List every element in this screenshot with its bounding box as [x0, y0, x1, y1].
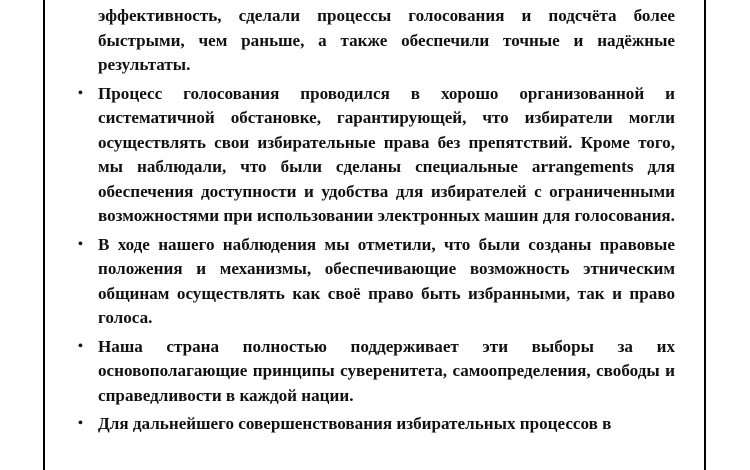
bullet-text: Процесс голосования проводился в хорошо организованной и систематичной обстановке, гарантирующей, что избиратели могли осуществлять свои избирательные права без препятствий. Кроме того, мы наблюдали, что были сделаны специальные arrangements для обеспечения доступности и удобства для избирателей с ограниченными возможностями при использовании электронных машин для голосования.	[98, 83, 675, 225]
bullet-item	[78, 82, 675, 229]
bullet-icon: •	[78, 85, 83, 101]
bullet-item	[78, 412, 675, 437]
bullet-text: В ходе нашего наблюдения мы отметили, что были созданы правовые положения и механизмы, обеспечивающие возможность этническим общинам осуществлять как своё право быть избранными, так и право голоса.	[98, 234, 675, 327]
bullet-icon: •	[78, 236, 83, 252]
paragraph-continuation	[98, 4, 675, 78]
bullet-text: Для дальнейшего совершенствования избирательных процессов в	[98, 414, 612, 433]
bullet-item	[78, 233, 675, 331]
paragraph-text: эффективность, сделали процессы голосования и подсчёта более быстрыми, чем раньше, а также обеспечили точные и надёжные результаты.	[98, 6, 675, 74]
bullet-item	[78, 335, 675, 409]
bullet-icon: •	[78, 338, 83, 354]
bullet-text: Наша страна полностью поддерживает эти выборы за их основополагающие принципы суверенитета, самоопределения, свободы и справедливости в каждой нации.	[98, 336, 675, 405]
document-body	[78, 4, 675, 441]
bullet-icon: •	[78, 416, 83, 431]
